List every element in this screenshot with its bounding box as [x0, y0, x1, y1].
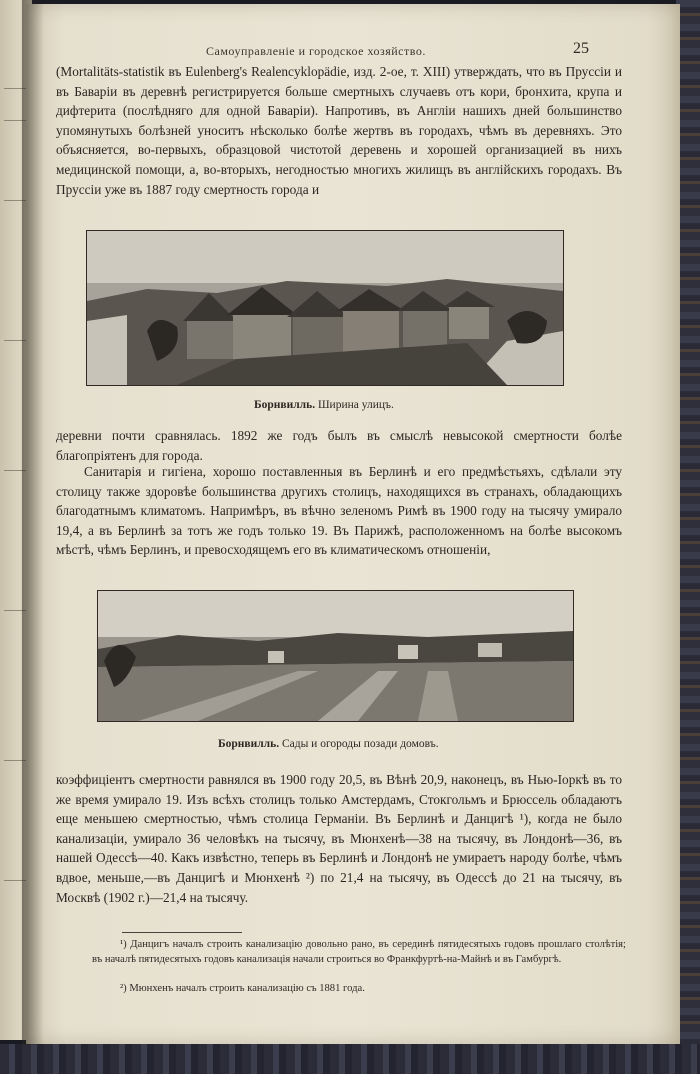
paragraph: деревни почти сравнялась. 1892 же годъ былъ въ смыслѣ невысокой смертности болѣе благопріятенъ для города. — [56, 428, 622, 463]
paragraph: Санитарія и гигіена, хорошо поставленныя въ Берлинѣ и его предмѣстьяхъ, сдѣлали эту столицу также здоровѣе большинства другихъ столицъ, находящихся въ странахъ, обладающихъ благодатнымъ климатомъ. Напримѣръ, въ вѣчно зеленомъ Римѣ въ 1900 году на тысячу умирало 19,4, а въ Берлинѣ за тотъ же годъ только 19. Въ Парижѣ, расположенномъ на болѣе высокомъ мѣстѣ, чѣмъ Берлинъ, и превосходящемъ его въ климатическомъ отношеніи, — [56, 464, 622, 558]
photo-gardens — [97, 590, 574, 722]
caption-text: Сады и огороды позади домовъ. — [281, 738, 439, 750]
caption-place: Борнвилль. — [218, 738, 280, 750]
book-cover-edge — [0, 1044, 700, 1074]
running-head: Самоуправленіе и городское хозяйство. — [206, 44, 426, 58]
page-number: 25 — [573, 40, 589, 57]
footnote: ²) Мюнхенъ началъ строить канализацію съ 1881 года. — [120, 983, 365, 994]
caption-place: Борнвилль. — [254, 399, 316, 411]
figure-caption — [254, 399, 394, 411]
caption-text: Ширина улицъ. — [317, 399, 394, 411]
photo-street-houses — [86, 230, 564, 386]
paragraph: коэффиціентъ смертности равнялся въ 1900 году 20,5, въ Вѣнѣ 20,9, наконецъ, въ Нью-Іоркѣ въ то же время умирало 19. Изъ всѣхъ столицъ только Амстердамъ, Стокгольмъ и Брюссель обладаютъ еще меньшею смертностью, чѣмъ столица Германіи. Въ Берлинѣ и Данцигѣ ¹), когда не было канализаціи, умирало 36 человѣкъ на тысячу, въ Мюнхенѣ—38 на тысячу, въ Лондонѣ—36, въ нашей Одессѣ—40. Какъ извѣстно, теперь въ Берлинѣ и Лондонѣ не умираетъ народу болѣе, чѣмъ вдвое, меньше,—въ Данцигѣ и Мюнхенѣ ²) по 21,4 на тысячу, въ Одессѣ до 21 на тысячу, въ Москвѣ (1902 г.)—21,4 на тысячу. — [56, 772, 622, 905]
book-page — [26, 4, 680, 1044]
paragraph: (Mortalitäts-statistik въ Eulenberg's Realencyklopädie, изд. 2-ое, т. XIII) утверждать, что въ Пруссіи и въ Баваріи въ деревнѣ регистрируется больше смертныхъ случаевъ отъ кори, бронхита, крупа и дифтерита (послѣдняго для одной Баваріи). Напротивъ, въ Англіи нашихъ дней большинство упомянутыхъ болѣзней уноситъ нѣсколько болѣе жертвъ въ городахъ, чѣмъ въ деревняхъ. Это объясняется, во-первыхъ, образцовой чистотой деревень и хорошей организацией въ нихъ медицинской помощи, а, во-вторыхъ, негодностью многихъ жилищъ въ англійскихъ городахъ. Въ Пруссіи уже въ 1887 году смертность города и — [56, 64, 622, 197]
footnote-rule — [122, 932, 242, 933]
footnote: ¹) Данцигъ началъ строить канализацію довольно рано, въ серединѣ пятидесятыхъ годовъ прошлаго столѣтія; въ началѣ пятидесятыхъ годовъ канализація начали строиться во Франкфуртѣ-на-Майнѣ и въ Гамбургѣ. — [92, 939, 626, 965]
figure-caption — [218, 738, 439, 750]
